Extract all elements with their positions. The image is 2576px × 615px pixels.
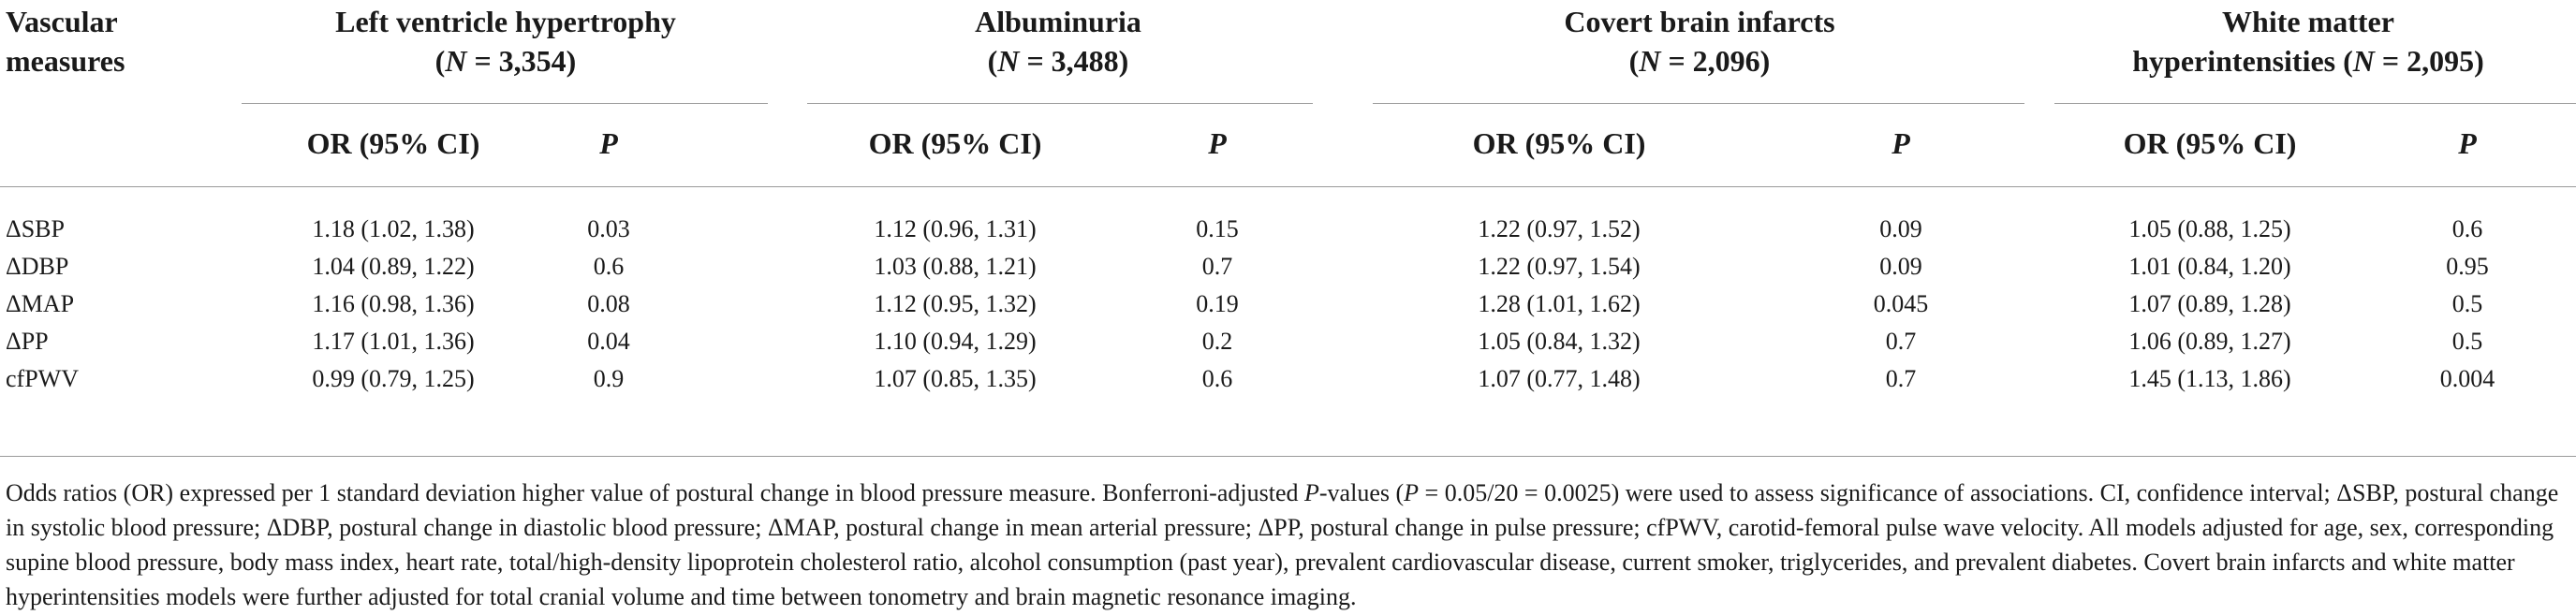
row-label: ΔSBP xyxy=(6,215,65,242)
subheader-or-white-matter: OR (95% CI) xyxy=(2123,126,2297,160)
cell-or: 1.07 (0.89, 1.28) xyxy=(2128,290,2291,317)
cell-or: 1.07 (0.85, 1.35) xyxy=(874,365,1037,392)
cell-p: 0.5 xyxy=(2451,328,2483,355)
subheader-or-covert: OR (95% CI) xyxy=(1472,126,1646,160)
cell-or: 1.07 (0.77, 1.48) xyxy=(1478,365,1641,392)
group-n: (N = 3,488) xyxy=(987,44,1129,78)
cell-p: 0.6 xyxy=(2451,215,2483,242)
header-rule xyxy=(0,186,2576,187)
cell-p: 0.95 xyxy=(2446,253,2489,280)
cell-or: 1.22 (0.97, 1.52) xyxy=(1478,215,1641,242)
cell-or: 1.10 (0.94, 1.29) xyxy=(874,328,1037,355)
cell-p: 0.09 xyxy=(1879,215,1922,242)
cell-p: 0.6 xyxy=(1201,365,1233,392)
cell-or: 1.05 (0.84, 1.32) xyxy=(1478,328,1641,355)
cell-p: 0.15 xyxy=(1196,215,1239,242)
cell-or: 1.04 (0.89, 1.22) xyxy=(312,253,475,280)
cell-or: 1.12 (0.96, 1.31) xyxy=(874,215,1037,242)
group-title: Albuminuria xyxy=(975,5,1141,38)
row-label: ΔPP xyxy=(6,328,49,355)
row-label-header xyxy=(6,2,125,81)
group-title: Left ventricle hypertrophy xyxy=(335,5,676,38)
group-divider-white-matter xyxy=(2054,103,2576,104)
cell-p: 0.5 xyxy=(2451,290,2483,317)
cell-p: 0.7 xyxy=(1885,365,1917,392)
cell-or: 1.03 (0.88, 1.21) xyxy=(874,253,1037,280)
cell-p: 0.04 xyxy=(587,328,630,355)
group-title: Covert brain infarcts xyxy=(1564,5,1835,38)
cell-or: 1.12 (0.95, 1.32) xyxy=(874,290,1037,317)
group-divider-covert xyxy=(1373,103,2024,104)
group-header-albuminuria xyxy=(805,2,1311,81)
row-label: ΔMAP xyxy=(6,290,75,317)
group-n: (N = 2,096) xyxy=(1628,44,1771,78)
subheader-or-albuminuria: OR (95% CI) xyxy=(868,126,1042,160)
row-label-header-line2: measures xyxy=(6,44,125,78)
cell-or: 1.22 (0.97, 1.54) xyxy=(1478,253,1641,280)
group-header-covert-brain-infarcts xyxy=(1372,2,2027,81)
cell-or: 1.16 (0.98, 1.36) xyxy=(312,290,475,317)
cell-or: 1.28 (1.01, 1.62) xyxy=(1478,290,1641,317)
row-label: cfPWV xyxy=(6,365,79,392)
group-header-white-matter xyxy=(2051,2,2566,81)
cell-p: 0.7 xyxy=(1885,328,1917,355)
cell-p: 0.2 xyxy=(1201,328,1233,355)
cell-or: 1.18 (1.02, 1.38) xyxy=(312,215,475,242)
cell-p: 0.03 xyxy=(587,215,630,242)
subheader-p-covert: P xyxy=(1892,126,1910,160)
table-bottom-rule xyxy=(0,456,2576,457)
subheader-p-white-matter: P xyxy=(2458,126,2477,160)
cell-p: 0.19 xyxy=(1196,290,1239,317)
cell-p: 0.9 xyxy=(593,365,625,392)
row-label: ΔDBP xyxy=(6,253,69,280)
group-n: hyperintensities (N = 2,095) xyxy=(2132,44,2484,78)
group-title: White matter xyxy=(2222,5,2394,38)
cell-or: 1.17 (1.01, 1.36) xyxy=(312,328,475,355)
cell-p: 0.09 xyxy=(1879,253,1922,280)
subheader-p-lvh: P xyxy=(599,126,618,160)
group-n: (N = 3,354) xyxy=(434,44,577,78)
row-label-header-line1: Vascular xyxy=(6,5,118,38)
subheader-p-albuminuria: P xyxy=(1208,126,1227,160)
cell-p: 0.08 xyxy=(587,290,630,317)
cell-p: 0.6 xyxy=(593,253,625,280)
group-header-lvh xyxy=(243,2,768,81)
group-divider-albuminuria xyxy=(807,103,1313,104)
cell-or: 1.06 (0.89, 1.27) xyxy=(2128,328,2291,355)
cell-p: 0.045 xyxy=(1873,290,1929,317)
cell-or: 1.01 (0.84, 1.20) xyxy=(2128,253,2291,280)
cell-or: 0.99 (0.79, 1.25) xyxy=(312,365,475,392)
cell-or: 1.45 (1.13, 1.86) xyxy=(2128,365,2291,392)
subheader-or-lvh: OR (95% CI) xyxy=(306,126,480,160)
cell-p: 0.004 xyxy=(2439,365,2495,392)
group-divider-lvh xyxy=(242,103,768,104)
cell-or: 1.05 (0.88, 1.25) xyxy=(2128,215,2291,242)
table-footnote: Odds ratios (OR) expressed per 1 standard deviation higher value of postural change in blood pressure measure. Bonferroni-adjusted P-values (P = 0.05/20 = 0.0025) were used to assess significance of associations. CI, confidence interval; ΔSBP, postural change in systolic blood pressure; ΔDBP, postural change in diastolic blood pressure; ΔMAP, postural change in mean arterial pressure; ΔPP, postural change in pulse pressure; cfPWV, carotid-femoral pulse wave velocity. All models adjusted for age, sex, corresponding supine blood pressure, body mass index, heart rate, total/high-density lipoprotein cholesterol ratio, alcohol consumption (past year), prevalent cardiovascular disease, current smoker, triglycerides, and prevalent diabetes. Covert brain infarcts and white matter hyperintensities models were further adjusted for total cranial volume and time between tonometry and brain magnetic resonance imaging. xyxy=(6,479,2559,610)
cell-p: 0.7 xyxy=(1201,253,1233,280)
